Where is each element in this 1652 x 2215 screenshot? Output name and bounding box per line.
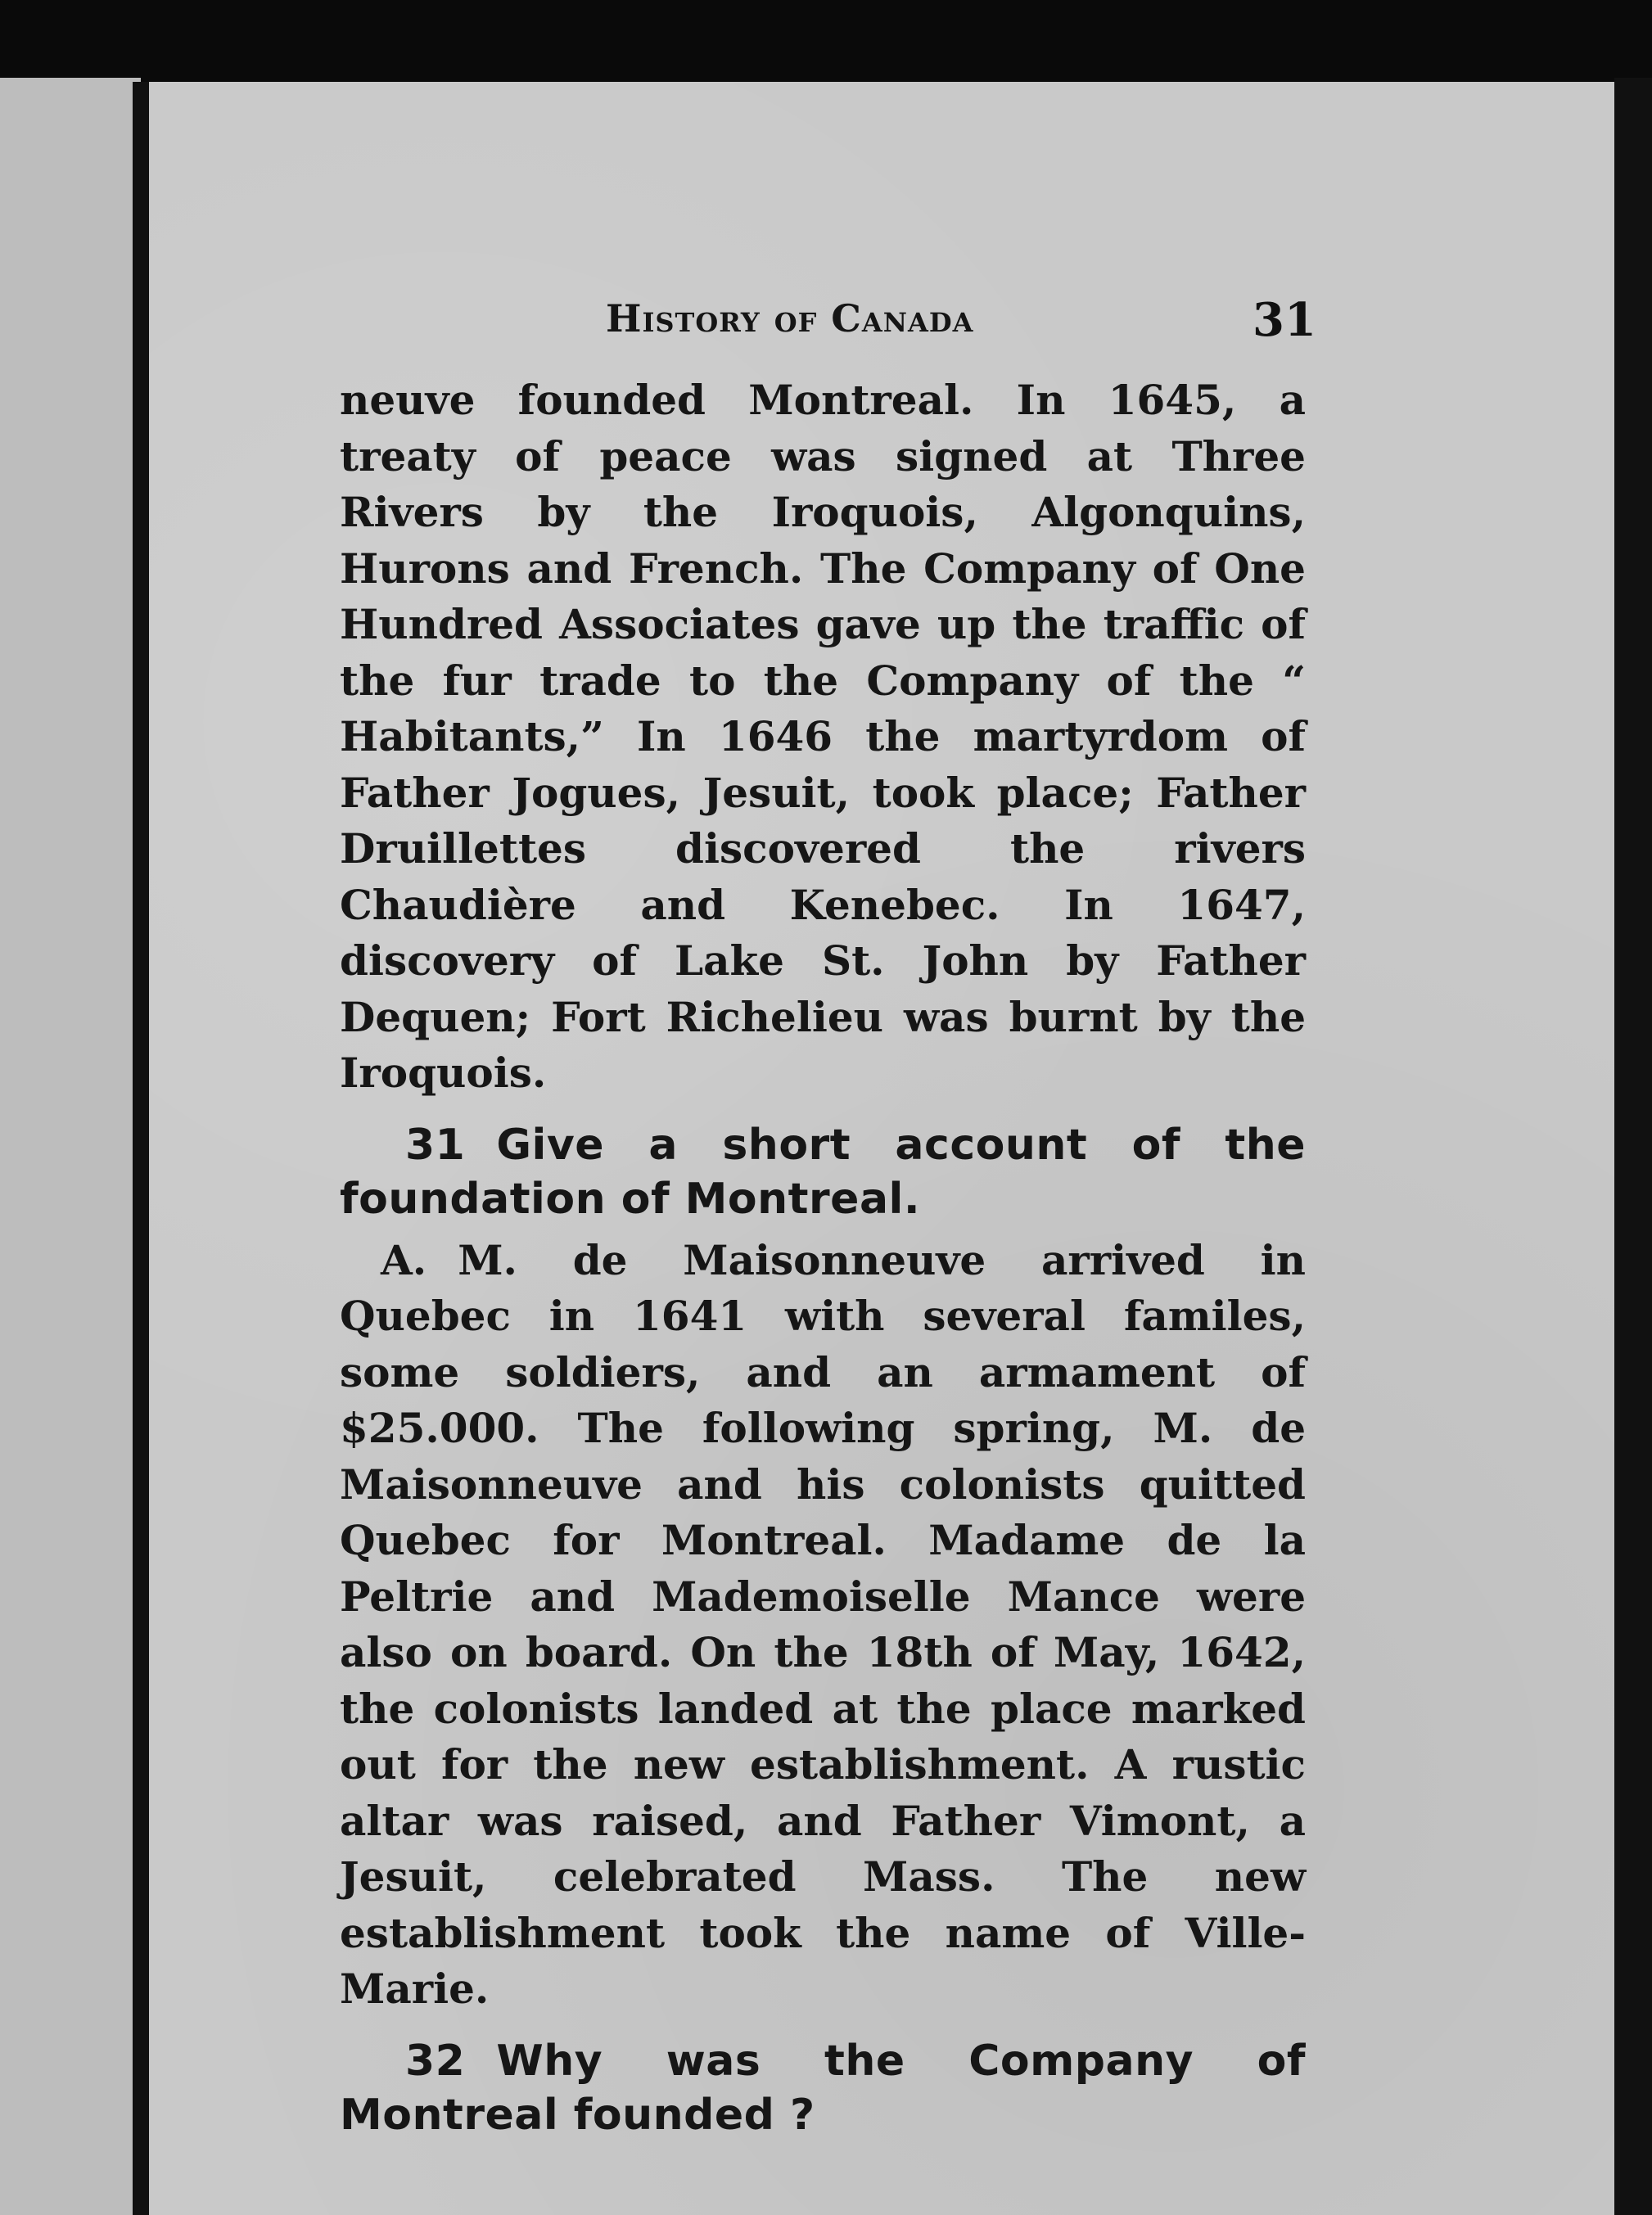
scan-right-border: [1614, 78, 1652, 2215]
page-text: [340, 372, 1306, 2149]
question-32: [340, 2034, 1306, 2142]
question-31: [340, 1118, 1306, 1226]
answer-text: M. de Maisonneuve arrived in Quebec in 1641 with several familes, some soldiers, and an armament of $25.000. The following spring, M. de Maisonneuve and his colonists quitted Quebec for Montreal. Madame de la Peltrie and Mademoiselle Mance were also on board. On the 18th of May, 1642, the colonists landed at the place marked out for the new establishment. A rustic altar was raised, and Father Vimont, a Jesuit, celebrated Mass. The new establishment took the name of Ville-Marie.: [340, 1235, 1306, 2013]
answer-31: [340, 1233, 1306, 2018]
facing-page-edge: [0, 78, 141, 2215]
answer-label: A.: [381, 1235, 427, 1284]
question-text: Give a short account of the foundation of Montreal.: [340, 1120, 1306, 1224]
page-number: 31: [1253, 293, 1316, 347]
scan-top-border: [0, 0, 1652, 80]
question-number: 32: [405, 2036, 466, 2086]
running-head: History of Canada: [606, 296, 974, 341]
question-number: 31: [405, 1120, 466, 1170]
question-text: Why was the Company of Montreal founded ?: [340, 2036, 1306, 2140]
book-gutter: [133, 82, 151, 2215]
opening-paragraph: neuve founded Montreal. In 1645, a treaty of peace was signed at Three Rivers by the Iroquois, Algonquins, Hurons and French. The Company of One Hundred Associates gave up the traffic of the fur trade to the Company of the “ Habitants,” In 1646 the martyrdom of Father Jogues, Jesuit, took place; Father Druillettes discovered the rivers Chaudière and Kenebec. In 1647, discovery of Lake St. John by Father Dequen; Fort Richelieu was burnt by the Iroquois.: [340, 376, 1306, 1097]
